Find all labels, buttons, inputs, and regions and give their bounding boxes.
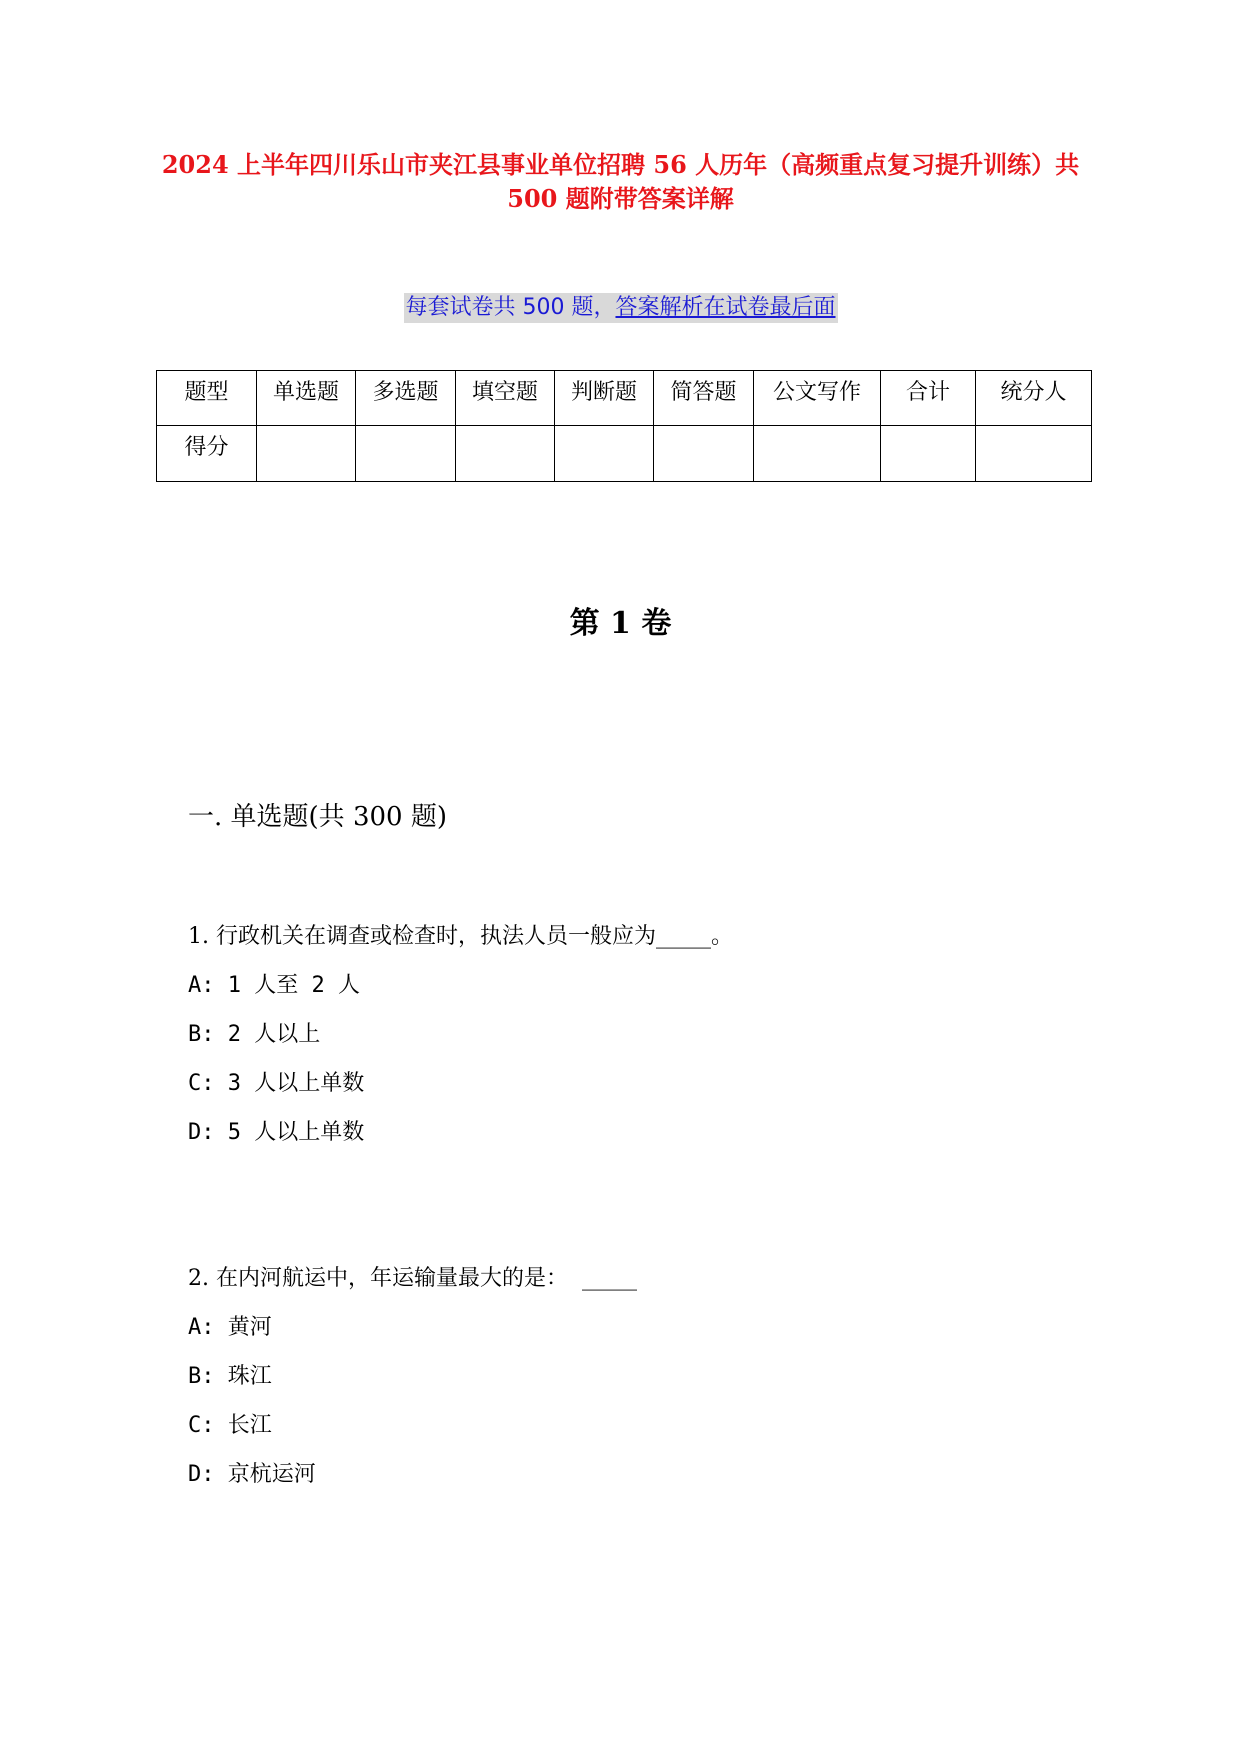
option-item: A: 1 人至 2 人 <box>188 973 360 998</box>
score-cell[interactable] <box>976 426 1092 482</box>
row-label-cell: 得分 <box>157 426 257 482</box>
option-item: B: 2 人以上 <box>188 1022 321 1047</box>
score-table-score-row <box>157 426 1092 482</box>
score-cell[interactable] <box>456 426 555 482</box>
option-item: B: 珠江 <box>188 1364 272 1389</box>
document-title: 2024 上半年四川乐山市夹江县事业单位招聘 56 人历年（高频重点复习提升训练）共 500 题附带答案详解 <box>161 150 1080 213</box>
header-cell: 单选题 <box>257 371 356 426</box>
volume-heading: 第 1 卷 <box>569 606 672 641</box>
score-table <box>156 370 1092 482</box>
subtitle <box>404 293 838 323</box>
header-cell: 判断题 <box>555 371 654 426</box>
subtitle-link[interactable]: 答案解析在试卷最后面 <box>615 295 836 320</box>
section-heading: 一. 单选题(共 300 题) <box>188 802 447 832</box>
score-cell[interactable] <box>555 426 654 482</box>
header-cell: 统分人 <box>976 371 1092 426</box>
score-table-header-row <box>157 371 1092 426</box>
score-cell[interactable] <box>257 426 356 482</box>
header-cell: 简答题 <box>654 371 754 426</box>
option-item: C: 长江 <box>188 1413 272 1438</box>
header-cell: 填空题 <box>456 371 555 426</box>
score-cell[interactable] <box>881 426 976 482</box>
score-cell[interactable] <box>654 426 754 482</box>
question-text: 2. 在内河航运中，年运输量最大的是： _____ <box>188 1266 637 1291</box>
question-text: 1. 行政机关在调查或检查时，执法人员一般应为_____。 <box>188 924 733 949</box>
option-item: C: 3 人以上单数 <box>188 1071 365 1096</box>
subtitle-part-a: 每套试卷共 500 题， <box>405 295 616 320</box>
option-item: A: 黄河 <box>188 1315 272 1340</box>
score-cell[interactable] <box>754 426 881 482</box>
score-cell[interactable] <box>356 426 456 482</box>
option-item: D: 京杭运河 <box>188 1462 316 1487</box>
option-item: D: 5 人以上单数 <box>188 1120 365 1145</box>
header-cell: 公文写作 <box>754 371 881 426</box>
header-cell: 题型 <box>157 371 257 426</box>
subtitle-container <box>0 293 1241 323</box>
header-cell: 合计 <box>881 371 976 426</box>
header-cell: 多选题 <box>356 371 456 426</box>
